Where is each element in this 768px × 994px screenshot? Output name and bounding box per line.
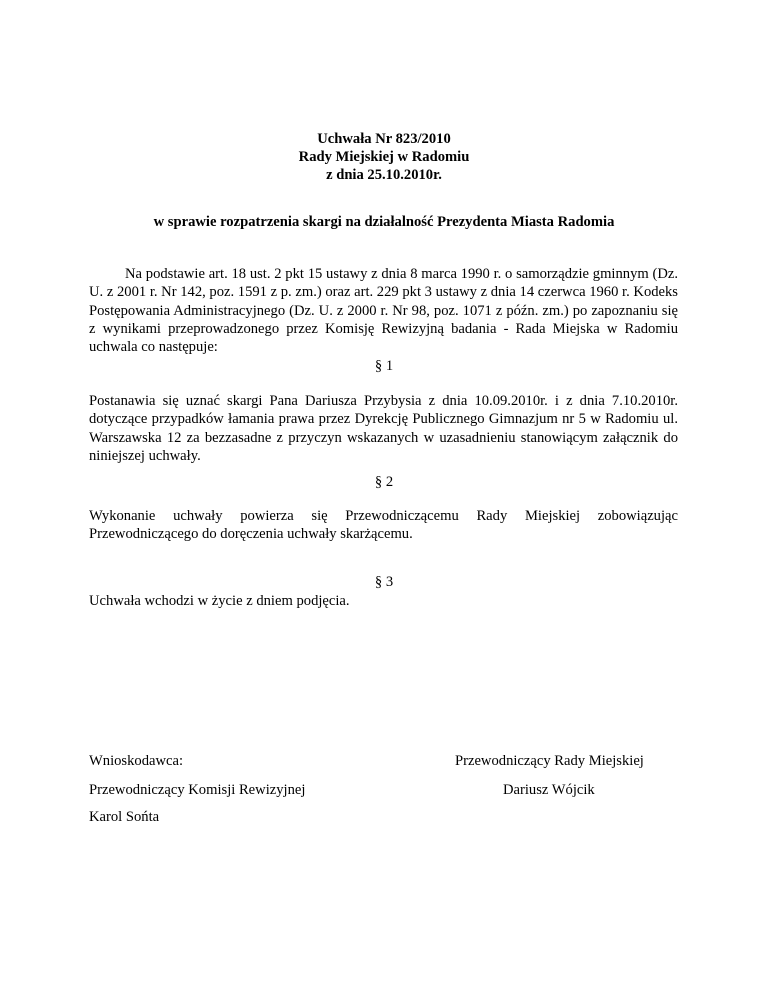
legal-basis-paragraph: Na podstawie art. 18 ust. 2 pkt 15 ustawy z dnia 8 marca 1990 r. o samorządzie gminnym (Dz. U. z 2001 r. Nr 142, poz. 1591 z p. zm.) oraz art. 229 pkt 3 ustawy z dnia 14 czerwca 1960 r. Kodeks Postępowania Administracyjnego (Dz. U. z 2000 r. Nr 98, poz. 1071 z późn. zm.) po zapoznaniu się z wynikami przeprowadzonego przez Komisję Rewizyjną badania - Rada Miejska w Radomiu uchwala co następuje: xyxy=(89,266,678,356)
applicant-label: Wnioskodawca: xyxy=(89,753,184,769)
section-mark-3: § 3 xyxy=(374,574,394,590)
chairman-role: Przewodniczący Rady Miejskiej xyxy=(455,753,644,769)
resolution-header xyxy=(0,130,768,184)
resolution-number: Uchwała Nr 823/2010 xyxy=(317,131,451,147)
section-text-1: Postanawia się uznać skargi Pana Dariusza Przybysia z dnia 10.09.2010r. i z dnia 7.10.2010r. dotyczące przypadków łamania prawa przez Dyrekcję Publicznego Gimnazjum nr 5 w Radomiu ul. Warszawska 12 za bezzasadne z przyczyn wskazanych w uzasadnieniu stanowiącym załącznik do niniejszej uchwały. xyxy=(89,393,678,464)
section-mark-2: § 2 xyxy=(374,474,394,490)
applicant-name: Karol Sońta xyxy=(89,809,160,825)
section-mark-1: § 1 xyxy=(374,358,394,374)
resolution-date: z dnia 25.10.2010r. xyxy=(326,167,442,183)
section-text-3: Uchwała wchodzi w życie z dniem podjęcia. xyxy=(89,593,350,609)
chairman-name: Dariusz Wójcik xyxy=(503,782,595,798)
resolution-subject: w sprawie rozpatrzenia skargi na działalność Prezydenta Miasta Radomia xyxy=(153,214,615,230)
section-text-2: Wykonanie uchwały powierza się Przewodniczącemu Rady Miejskiej zobowiązując Przewodniczącego do doręczenia uchwały skarżącemu. xyxy=(89,508,678,543)
applicant-role: Przewodniczący Komisji Rewizyjnej xyxy=(89,782,306,798)
council-name: Rady Miejskiej w Radomiu xyxy=(298,149,470,165)
